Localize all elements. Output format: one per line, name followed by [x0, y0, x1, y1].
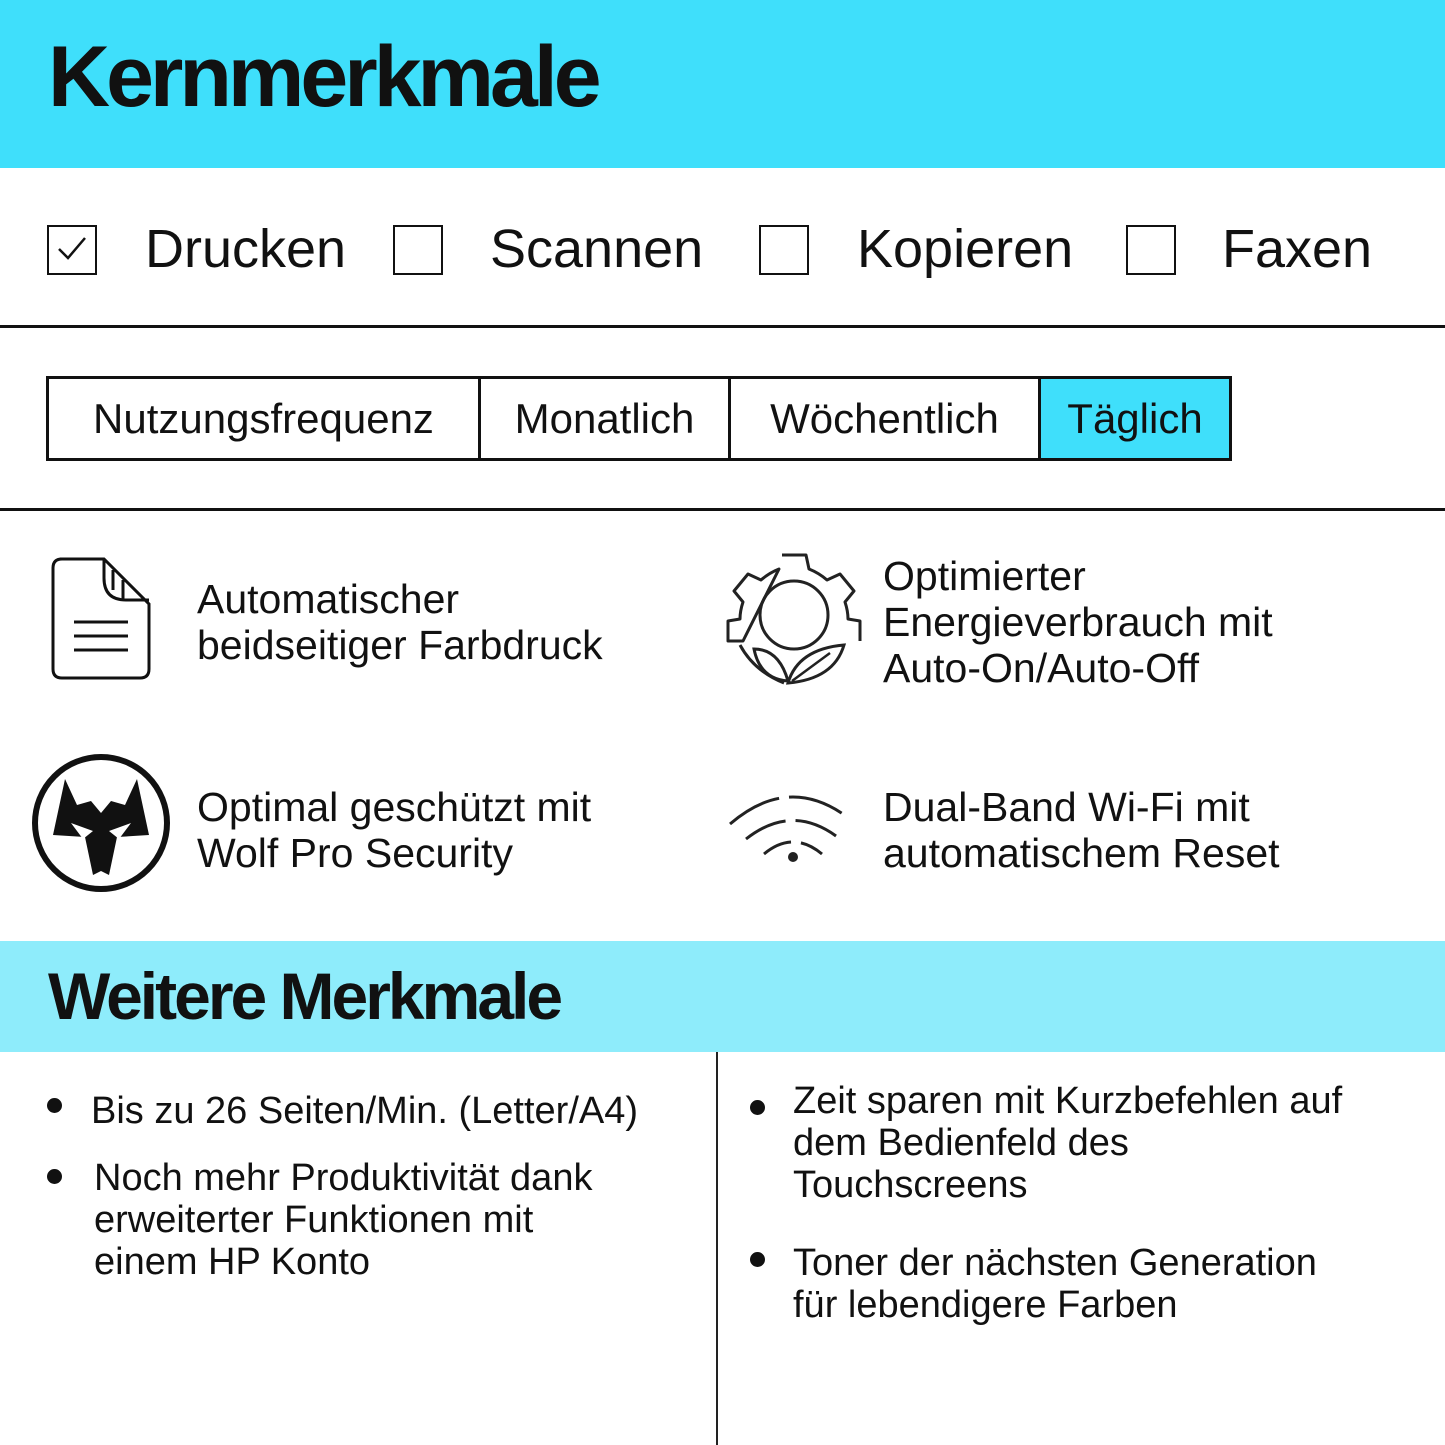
feature-security-text: Optimal geschützt mit Wolf Pro Security [197, 784, 592, 876]
more-features-title: Weitere Merkmale [48, 959, 561, 1033]
divider [0, 508, 1445, 511]
feature-wifi-text: Dual-Band Wi-Fi mit automatischem Reset [883, 784, 1280, 876]
feature-energy-text: Optimierter Energieverbrauch mit Auto-On/Auto-Off [883, 553, 1273, 691]
list-item: Zeit sparen mit Kurzbefehlen auf dem Bedienfeld des Touchscreens [793, 1080, 1343, 1206]
wolf-shield-icon [31, 753, 171, 893]
checkbox-kopieren[interactable] [759, 225, 809, 275]
bullet-icon [750, 1100, 765, 1115]
bullet-icon [47, 1169, 62, 1184]
checkbox-drucken[interactable] [47, 225, 97, 275]
divider [0, 325, 1445, 328]
bullet-icon [750, 1252, 765, 1267]
list-item: Bis zu 26 Seiten/Min. (Letter/A4) [91, 1090, 639, 1132]
wifi-icon [726, 784, 860, 868]
checkmark-icon [55, 234, 89, 264]
list-item: Noch mehr Produktivität dank erweiterter Funktionen mit einem HP Konto [94, 1157, 593, 1283]
page-title: Kernmerkmale [48, 29, 598, 125]
frequency-label: Nutzungsfrequenz [49, 379, 481, 458]
list-item: Toner der nächsten Generation für lebendigere Farben [793, 1242, 1317, 1326]
frequency-option-woechentlich[interactable]: Wöchentlich [731, 379, 1041, 458]
checkbox-scannen[interactable] [393, 225, 443, 275]
column-divider [716, 1052, 718, 1445]
document-icon [50, 556, 154, 682]
header-band [0, 0, 1445, 168]
bullet-icon [47, 1098, 62, 1113]
gear-leaf-icon [724, 549, 864, 689]
function-label-faxen: Faxen [1222, 219, 1373, 279]
more-features-band [0, 941, 1445, 1052]
checkbox-faxen[interactable] [1126, 225, 1176, 275]
function-label-scannen: Scannen [490, 219, 704, 279]
frequency-option-monatlich[interactable]: Monatlich [481, 379, 731, 458]
function-label-kopieren: Kopieren [857, 219, 1074, 279]
function-label-drucken: Drucken [145, 219, 347, 279]
usage-frequency-table [46, 376, 1232, 461]
feature-duplex-text: Automatischer beidseitiger Farbdruck [197, 576, 603, 668]
frequency-option-taeglich[interactable]: Täglich [1041, 379, 1229, 458]
